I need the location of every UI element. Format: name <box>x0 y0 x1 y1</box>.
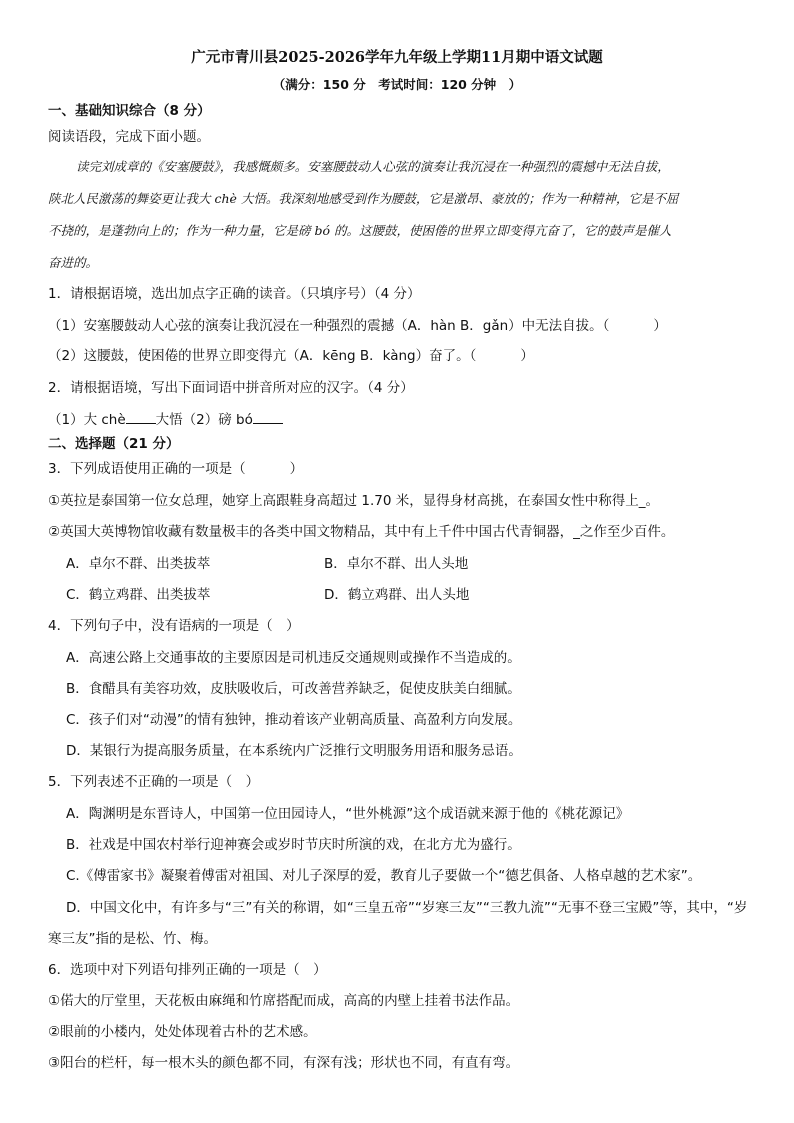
question-1-item-1: （1）安塞腰鼓动人心弦的演奏让我沉浸在一种强烈的震撼（A．hàn B．gǎn）中无法自拔。（ ） <box>48 318 667 334</box>
question-1-item-2: （2）这腰鼓，使困倦的世界立即变得亢（A．kēng B．kàng）奋了。（ ） <box>48 348 534 364</box>
question-5-stem: 5．下列表述不正确的一项是（ ） <box>48 774 260 790</box>
reading-instruction: 阅读语段，完成下面小题。 <box>48 129 210 145</box>
option-a[interactable]: A．卓尔不群、出类拔萃 <box>66 556 211 572</box>
option-d[interactable]: D．某银行为提高服务质量，在本系统内广泛推行文明服务用语和服务忌语。 <box>66 743 522 759</box>
option-b[interactable]: B．社戏是中国农村举行迎神赛会或岁时节庆时所演的戏，在北方尤为盛行。 <box>66 837 521 853</box>
question-1-stem: 1．请根据语境，选出加点字正确的读音。（只填序号）（4 分） <box>48 286 421 302</box>
question-3-sentence-1: ①英拉是泰国第一位女总理，她穿上高跟鞋身高超过 1.70 米，显得身材高挑，在泰国女性中称得上_。 <box>48 493 659 509</box>
question-6-sentence-2: ②眼前的小楼内，处处体现着古朴的艺术感。 <box>48 1024 317 1040</box>
option-c[interactable]: C．孩子们对“动漫”的情有独钟，推动着该产业朝高质量、高盈利方向发展。 <box>66 712 522 728</box>
passage-line: 读完刘成章的《安塞腰鼓》，我感慨颇多。安塞腰鼓动人心弦的演奏让我沉浸在一种强烈的震撼中无法自拔， <box>76 159 670 174</box>
fill-blank[interactable] <box>126 409 156 424</box>
option-d[interactable]: D．中国文化中，有许多与“三”有关的称谓，如“三皇五帝”“岁寒三友”“三教九流”“无事不登三宝殿”等，其中，“岁 <box>66 900 748 916</box>
question-3-sentence-2: ②英国大英博物馆收藏有数量极丰的各类中国文物精品，其中有上千件中国古代青铜器，_之作至少百件。 <box>48 524 675 540</box>
page-title: 广元市青川县2025-2026学年九年级上学期11月期中语文试题 <box>191 49 603 66</box>
question-3-stem: 3．下列成语使用正确的一项是（ ） <box>48 461 304 477</box>
section-2-heading: 二、选择题（21 分） <box>48 436 180 452</box>
question-6-stem: 6．选项中对下列语句排列正确的一项是（ ） <box>48 962 327 978</box>
question-6-sentence-1: ①偌大的厅堂里，天花板由麻绳和竹席搭配而成，高高的内壁上挂着书法作品。 <box>48 993 520 1009</box>
option-a[interactable]: A．陶渊明是东晋诗人，中国第一位田园诗人，“世外桃源”这个成语就来源于他的《桃花源记》 <box>66 806 630 822</box>
option-d[interactable]: D．鹤立鸡群、出人头地 <box>324 587 470 603</box>
option-b[interactable]: B．卓尔不群、出人头地 <box>324 556 469 572</box>
passage-line: 不挠的，是蓬勃向上的；作为一种力量，它是磅 bó 的。这腰鼓，使困倦的世界立即变得亢奋了，它的鼓声是催人 <box>48 223 672 238</box>
question-2-items: （1）大 chè 大悟（2）磅 bó <box>48 409 283 430</box>
exam-info: （满分：150 分 考试时间：120 分钟 ） <box>272 77 522 92</box>
section-1-heading: 一、基础知识综合（8 分） <box>48 103 211 119</box>
fill-blank[interactable] <box>253 409 283 424</box>
question-1-item-2-text: （2）这腰鼓，使困倦的世界立即变得亢（A．kēng B．kàng）奋了。（ <box>48 348 477 364</box>
question-6-sentence-3: ③阳台的栏杆，每一根木头的颜色都不同，有深有浅；形状也不同，有直有弯。 <box>48 1055 520 1071</box>
option-a[interactable]: A．高速公路上交通事故的主要原因是司机违反交通规则或操作不当造成的。 <box>66 650 521 666</box>
option-b[interactable]: B．食醋具有美容功效，皮肤吸收后，可改善营养缺乏，促使皮肤美白细腻。 <box>66 681 521 697</box>
question-4-stem: 4．下列句子中，没有语病的一项是（ ） <box>48 618 300 634</box>
passage-line: 奋进的。 <box>48 255 99 270</box>
option-c[interactable]: C.《傅雷家书》凝聚着傅雷对祖国、对儿子深厚的爱，教育儿子要做一个“德艺俱备、人格卓越的艺术家”。 <box>66 868 702 884</box>
question-2-stem: 2．请根据语境，写出下面词语中拼音所对应的汉字。（4 分） <box>48 380 414 396</box>
option-c[interactable]: C．鹤立鸡群、出类拔萃 <box>66 587 211 603</box>
question-1-item-1-text: （1）安塞腰鼓动人心弦的演奏让我沉浸在一种强烈的震撼（A．hàn B．gǎn）中无法自拔。（ <box>48 318 610 334</box>
passage-line: 陕北人民激荡的舞姿更让我大 chè 大悟。我深刻地感受到作为腰鼓，它是激昂、豪放的；作为一种精神，它是不屈 <box>48 191 679 206</box>
option-d-continued: 寒三友”指的是松、竹、梅。 <box>48 931 217 947</box>
